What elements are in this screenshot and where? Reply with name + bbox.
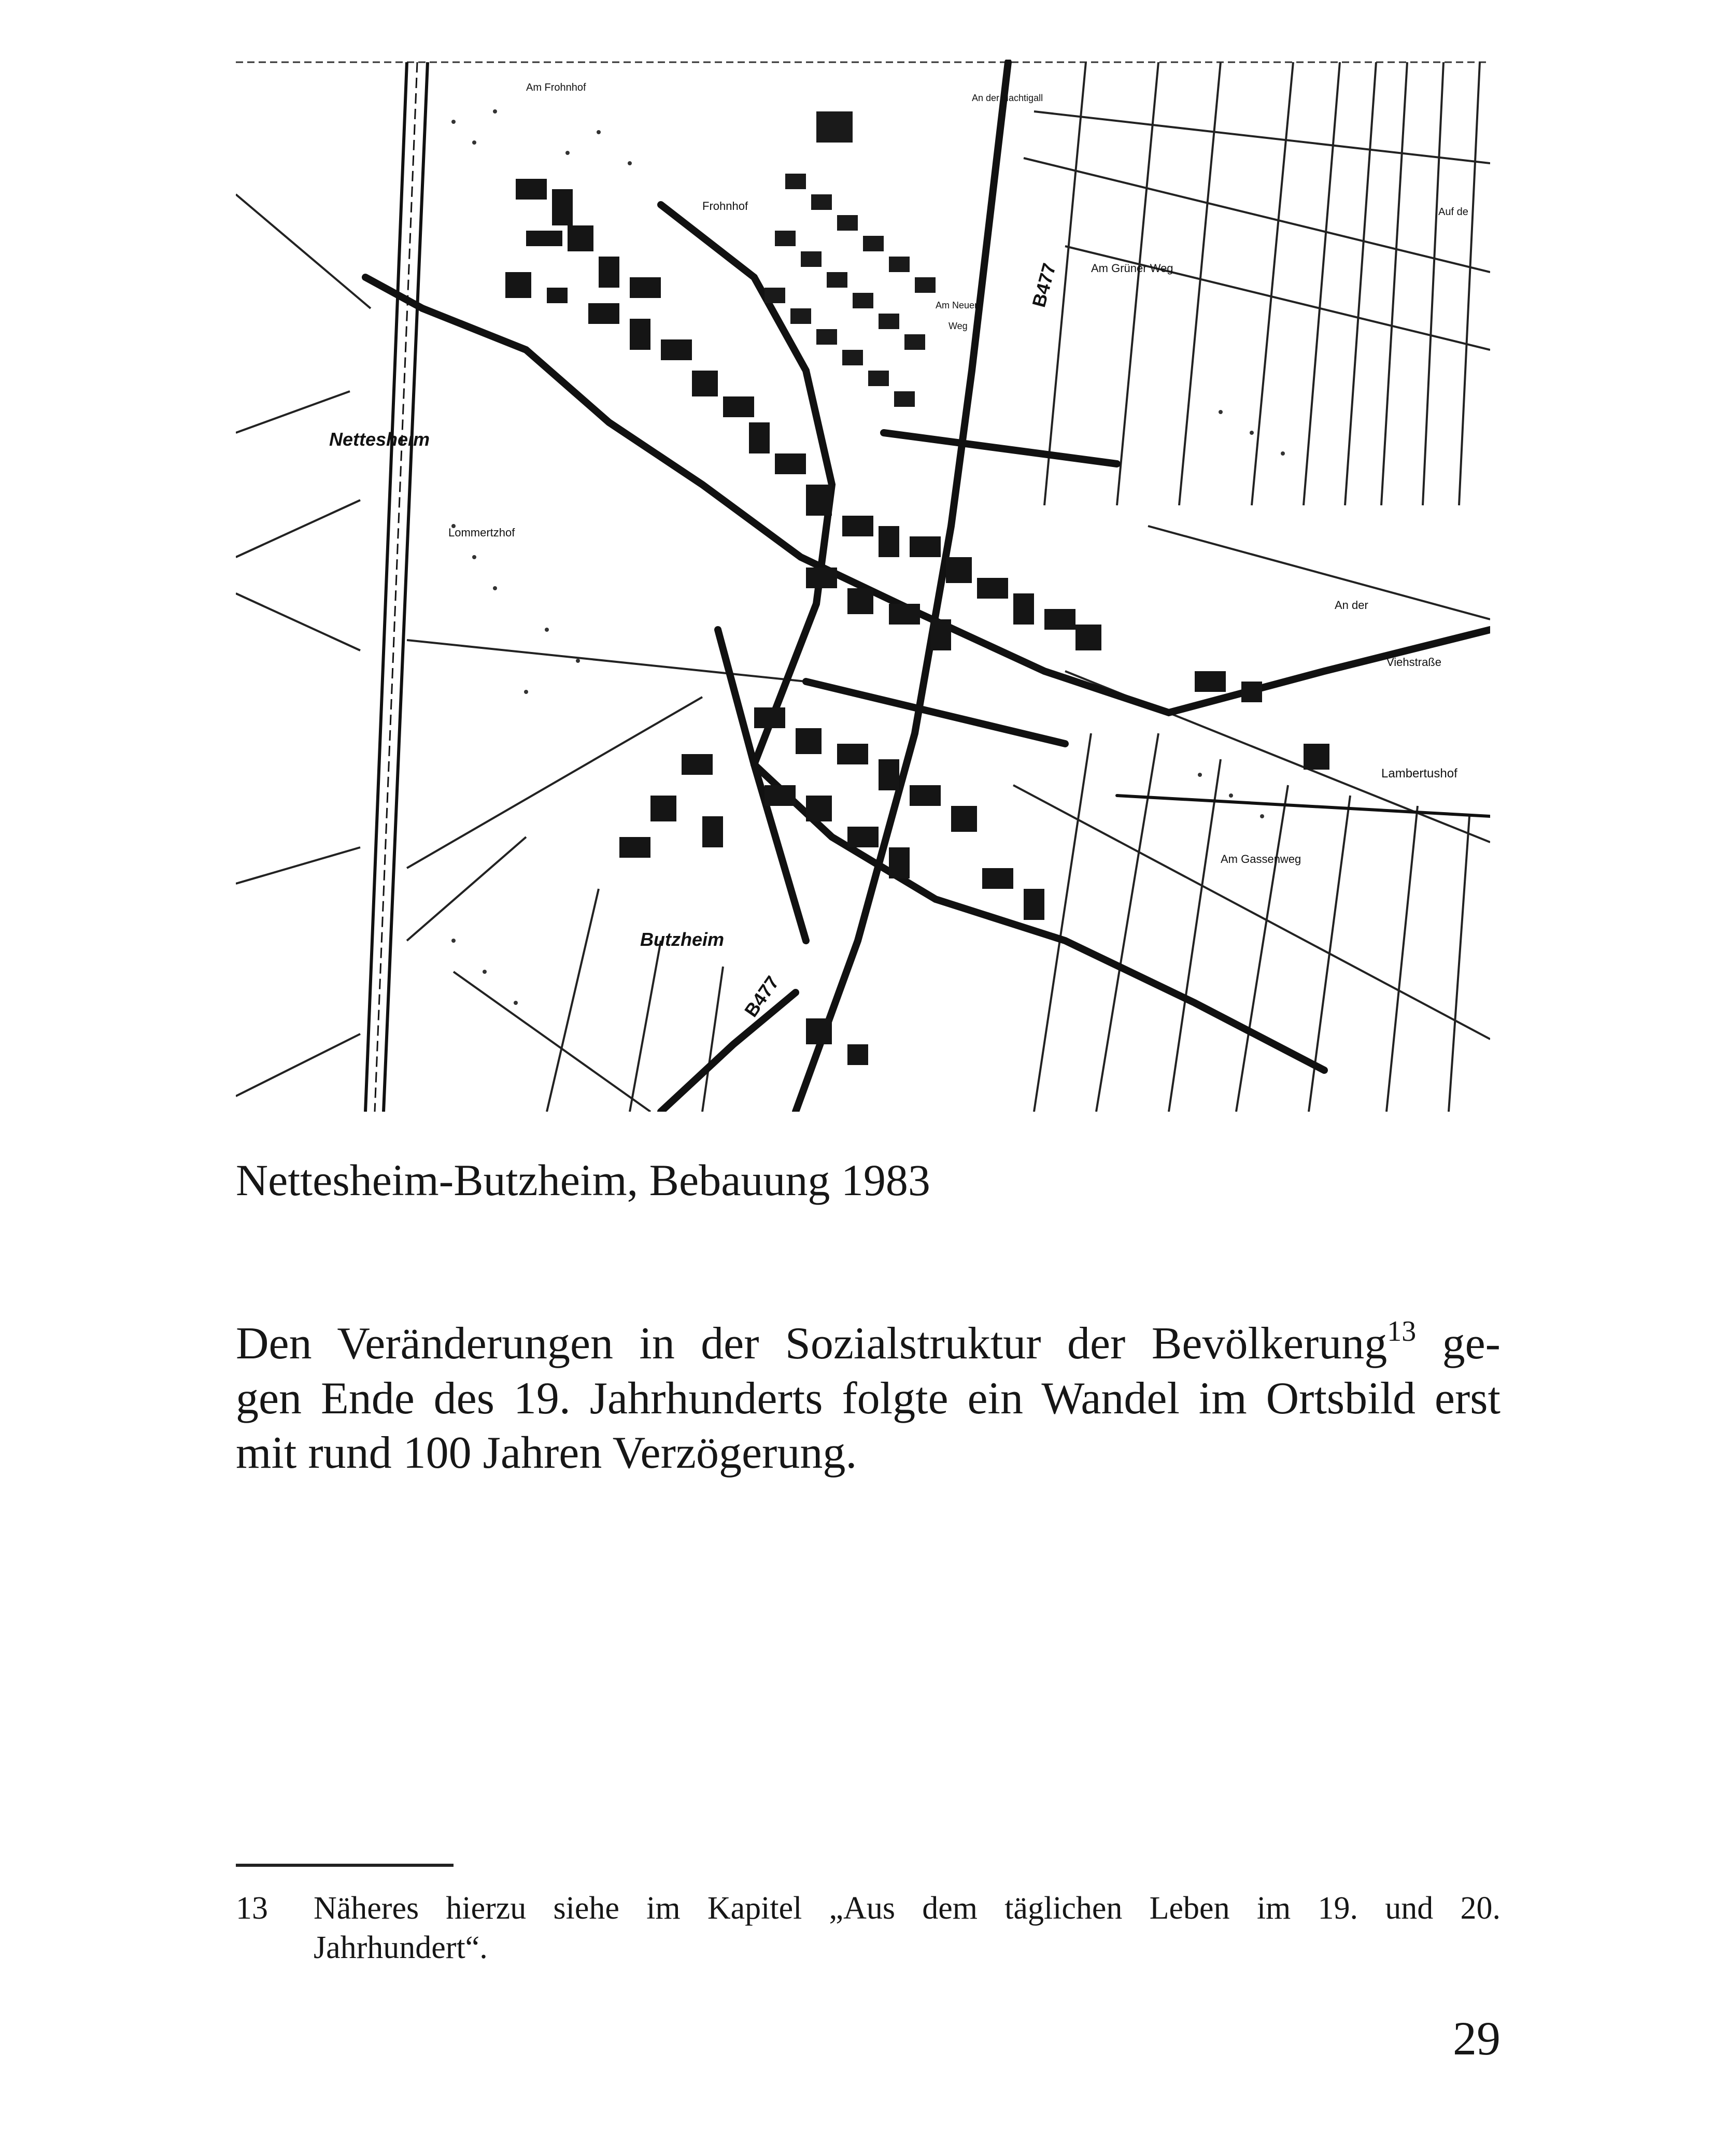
label-am-neuen: Am Neuen — [936, 300, 980, 310]
footnote-number: 13 — [236, 1891, 268, 1926]
paragraph-line-3: mit rund 100 Jahren Verzögerung. — [236, 1428, 857, 1479]
label-nettesheim: Nettesheim — [329, 429, 430, 450]
paragraph-line-1 — [236, 1316, 1500, 1371]
label-am-gassenweg: Am Gassenweg — [1221, 853, 1301, 866]
label-lambertushof: Lambertushof — [1381, 767, 1457, 781]
body-paragraph — [236, 1316, 1500, 1481]
label-frohnhof: Frohnhof — [702, 200, 748, 212]
footnote — [236, 1889, 1500, 1967]
footnote-rule — [236, 1864, 454, 1867]
footnote-line-1: Näheres hierzu siehe im Kapitel „Aus dem täglichen Leben im 19. und 20. — [314, 1891, 1500, 1926]
page-number: 29 — [1453, 2012, 1500, 2065]
label-butzheim: Butzheim — [640, 929, 724, 950]
label-weg: Weg — [949, 321, 968, 331]
label-an-der-nachtigall: An der Nachtigall — [972, 93, 1043, 103]
footnote-line-2: Jahrhundert“. — [314, 1930, 488, 1965]
label-auf-der: Auf de — [1438, 206, 1468, 218]
label-am-gruener-weg: Am Grüner Weg — [1091, 262, 1173, 275]
village-map — [236, 60, 1490, 1112]
label-lommertzhof: Lommertzhof — [448, 526, 515, 539]
label-an-der: An der — [1335, 599, 1368, 612]
figure-caption: Nettesheim-Butzheim, Bebauung 1983 — [236, 1155, 930, 1205]
paragraph-line-1-end: ge- — [1416, 1318, 1500, 1369]
label-b477-top: B477 — [1028, 261, 1060, 310]
label-am-frohnhof: Am Frohnhof — [526, 82, 586, 93]
map-figure — [236, 60, 1490, 1112]
paragraph-line-1-text: Den Veränderungen in der Sozialstruktur der Bevölkerung — [236, 1318, 1388, 1369]
paragraph-line-2: gen Ende des 19. Jahrhunderts folgte ein Wandel im Ortsbild erst — [236, 1373, 1500, 1424]
label-b477-bottom: B477 — [740, 972, 783, 1021]
footnote-reference: 13 — [1387, 1315, 1417, 1348]
label-viehstrasse: Viehstraße — [1386, 656, 1441, 669]
